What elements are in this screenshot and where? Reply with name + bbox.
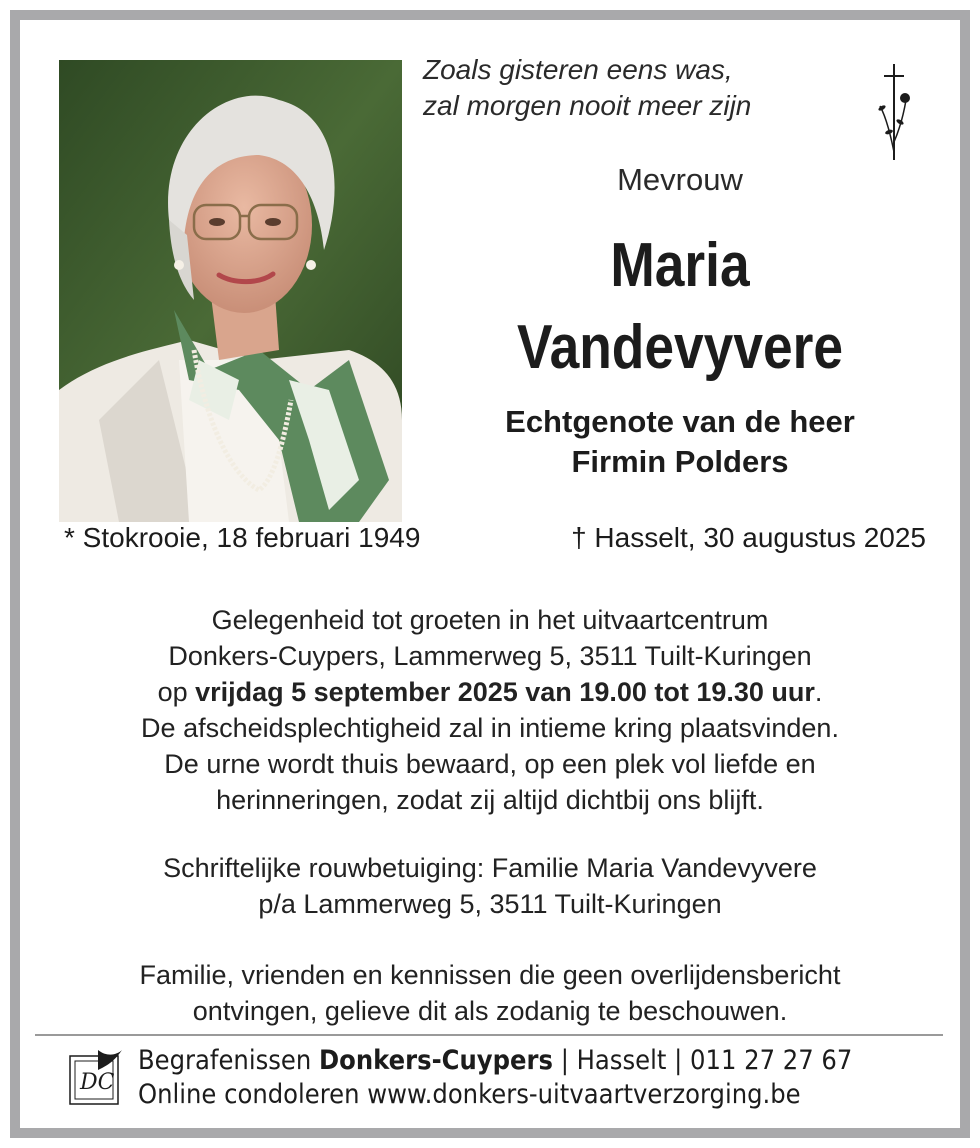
birth-date: * Stokrooie, 18 februari 1949	[64, 522, 421, 553]
condolence-line-2: p/a Lammerweg 5, 3511 Tuilt-Kuringen	[258, 889, 722, 919]
announcement-line-3	[40, 674, 940, 710]
footer-company: Donkers-Cuypers	[318, 1045, 553, 1076]
spouse-line-1: Echtgenote van de heer	[505, 404, 855, 439]
divider	[35, 1034, 943, 1036]
announcement-suffix: .	[814, 677, 823, 707]
announcement-line-6: herinneringen, zodat zij altijd dichtbij ons blijft.	[216, 785, 764, 815]
notice-line-1: Familie, vrienden en kennissen die geen overlijdensbericht	[139, 960, 841, 990]
funeral-home-logo-icon	[68, 1048, 124, 1108]
footer-phone: 011 27 27 67	[690, 1045, 853, 1076]
announcement-line-5: De urne wordt thuis bewaard, op een plek vol liefde en	[164, 749, 816, 779]
deceased-name	[482, 225, 878, 389]
obituary-card	[10, 10, 970, 1138]
footer-separator: |	[560, 1045, 569, 1076]
condolence-address	[40, 850, 940, 922]
footer-line-2	[138, 1078, 852, 1112]
footer-city: Hasselt	[576, 1045, 667, 1076]
footer	[138, 1044, 852, 1112]
last-name: Vandevyvere	[516, 313, 844, 382]
footer-prefix: Begrafenissen	[138, 1045, 319, 1076]
footer-website[interactable]: www.donkers-uitvaartverzorging.be	[367, 1079, 801, 1110]
announcement-line-4: De afscheidsplechtigheid zal in intieme kring plaatsvinden.	[141, 713, 839, 743]
footer-line-1	[138, 1044, 852, 1078]
portrait-photo	[59, 60, 402, 522]
footer-separator: |	[674, 1045, 683, 1076]
announcement-prefix: op	[157, 677, 196, 707]
first-name: Maria	[610, 231, 750, 300]
spouse-line-2: Firmin Polders	[571, 444, 789, 479]
quote-line-1: Zoals gisteren eens was,	[423, 54, 733, 85]
announcement-line-2: Donkers-Cuypers, Lammerweg 5, 3511 Tuilt-Kuringen	[168, 641, 812, 671]
announcement	[40, 602, 940, 818]
notice	[40, 957, 940, 1029]
svg-text:DC: DC	[80, 1070, 115, 1095]
visitation-time: vrijdag 5 september 2025 van 19.00 tot 19.30 uur	[195, 677, 815, 707]
death-date: † Hasselt, 30 augustus 2025	[571, 522, 926, 553]
cross-with-rose-icon	[872, 62, 916, 162]
spouse-info	[445, 402, 915, 482]
notice-line-2: ontvingen, gelieve dit als zodanig te beschouwen.	[192, 996, 788, 1026]
footer-online-label: Online condoleren	[138, 1079, 360, 1110]
quote-line-2: zal morgen nooit meer zijn	[423, 90, 752, 121]
announcement-line-1: Gelegenheid tot groeten in het uitvaartcentrum	[211, 605, 769, 635]
title-mevrouw: Mevrouw	[617, 162, 743, 197]
condolence-line-1: Schriftelijke rouwbetuiging: Familie Maria Vandevyvere	[163, 853, 817, 883]
quote	[423, 52, 843, 124]
